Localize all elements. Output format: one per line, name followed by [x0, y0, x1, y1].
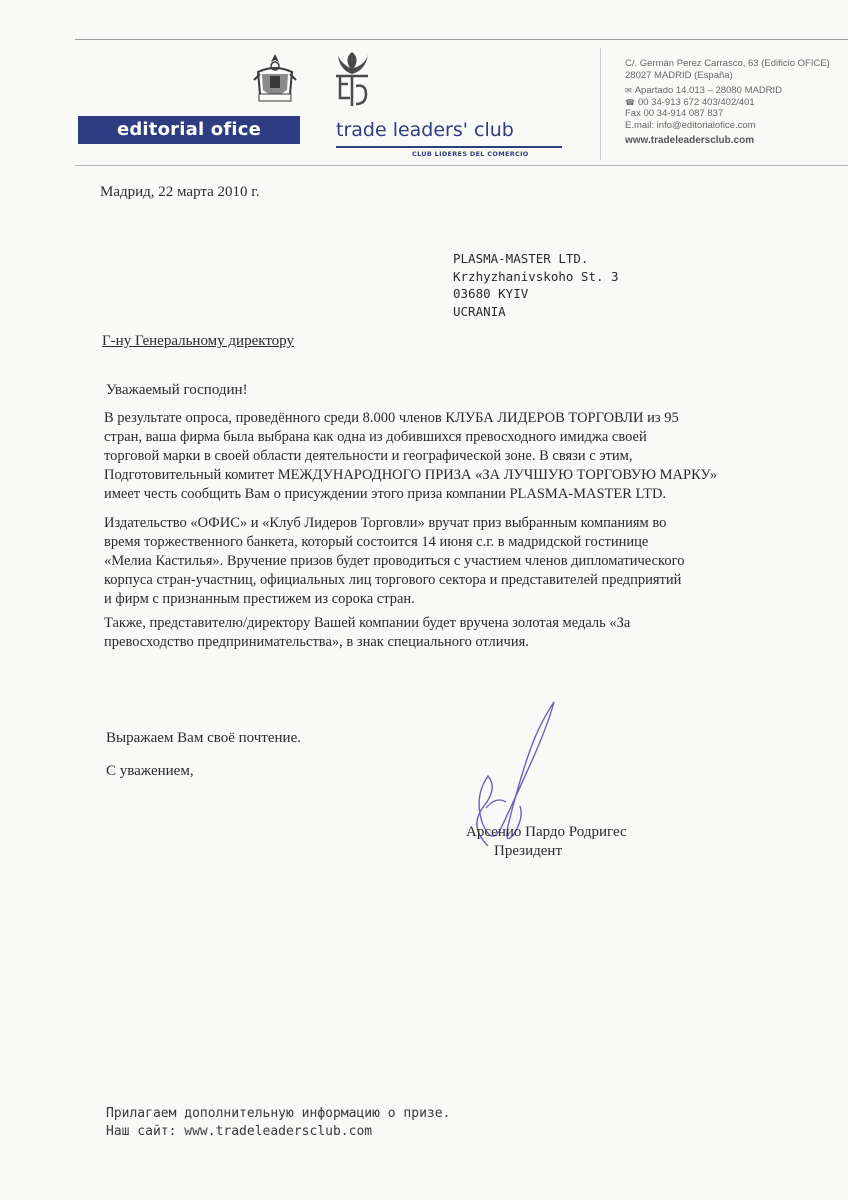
address-line-1: C/. Germán Perez Carrasco, 63 (Edificio OFICE)	[625, 58, 830, 69]
phone-row	[625, 97, 830, 109]
tlc-underline	[336, 146, 562, 148]
mailbox-icon: ✉	[625, 86, 632, 96]
contact-block	[625, 58, 830, 146]
paragraph-1	[104, 409, 717, 504]
paragraph-2	[104, 514, 684, 609]
paragraph-line: превосходство предпринимательства», в знак специального отличия.	[104, 634, 529, 650]
salutation: Уважаемый господин!	[106, 382, 248, 398]
paragraph-line: имеет честь сообщить Вам о присуждении этого приза компании PLASMA-MASTER LTD.	[104, 486, 667, 502]
closing-regards: С уважением,	[106, 763, 194, 779]
footer-line: Наш сайт: www.tradeleadersclub.com	[106, 1124, 373, 1139]
phone-icon: ☎	[625, 97, 635, 107]
paragraph-line: «Мелиа Кастилья». Вручение призов будет проводиться с участием членов дипломатического	[104, 553, 685, 569]
phone: 00 34-913 672 403/402/401	[637, 96, 755, 108]
paragraph-line: торговой марки в своей области деятельности и географической зоне. В связи с этим,	[104, 448, 633, 464]
paragraph-line: Также, представителю/директору Вашей компании будет вручена золотая медаль «За	[104, 615, 631, 631]
footer-line: Прилагаем дополнительную информацию о призе.	[106, 1106, 451, 1121]
po-box-row	[625, 85, 830, 97]
paragraph-line: и фирм с признанным престижем из сорока стран.	[104, 591, 415, 607]
paragraph-line: корпуса стран-участниц, официальных лиц торгового сектора и представителей предприятий	[104, 572, 682, 588]
paragraph-line: стран, ваша фирма была выбрана как одна из добившихся превосходного имиджа своей	[104, 429, 647, 445]
recipient-line: UCRANIA	[453, 303, 506, 319]
fax: Fax 00 34-914 087 837	[625, 108, 724, 120]
letterhead-divider	[600, 48, 601, 160]
paragraph-line: Подготовительный комитет МЕЖДУНАРОДНОГО ПРИЗА «ЗА ЛУЧШУЮ ТОРГОВУЮ МАРКУ»	[104, 467, 718, 483]
tlc-subbrand: CLUB LIDERES DEL COMERCIO	[412, 150, 529, 158]
paragraph-line: В результате опроса, проведённого среди 8.000 членов КЛУБА ЛИДЕРОВ ТОРГОВЛИ из 95	[104, 410, 679, 426]
signer-title: Президент	[494, 843, 562, 859]
tlc-logo-icon	[332, 50, 372, 112]
letter-date: Мадрид, 22 марта 2010 г.	[100, 184, 260, 200]
recipient-line: Krzhyzhanivskoho St. 3	[453, 268, 619, 284]
paragraph-line: время торжественного банкета, который состоится 14 июня с.г. в мадридской гостинице	[104, 534, 649, 550]
website: www.tradeleadersclub.com	[625, 134, 755, 146]
recipient-address	[453, 250, 619, 320]
paragraph-line: Издательство «ОФИС» и «Клуб Лидеров Торговли» вручат приз выбранным компаниям во	[104, 515, 667, 531]
signer-name: Арсенио Пардо Родригес	[466, 824, 627, 840]
address-line-2: 28027 MADRID (España)	[625, 69, 733, 81]
closing-respect: Выражаем Вам своё почтение.	[106, 730, 301, 746]
editorial-ofice-brand: editorial ofice	[78, 116, 300, 144]
crest-icon	[250, 50, 300, 110]
email: E.mail: info@editorialofice.com	[625, 119, 756, 131]
recipient-line: 03680 KYIV	[453, 286, 529, 301]
recipient-line: PLASMA-MASTER LTD.	[453, 251, 589, 266]
addressee: Г-ну Генеральному директору	[102, 333, 294, 349]
letterhead-top-rule	[75, 39, 848, 40]
footer-note	[106, 1105, 450, 1141]
letterhead-bottom-rule	[75, 165, 848, 166]
po-box: Apartado 14.013 – 28080 MADRID	[634, 85, 783, 97]
trade-leaders-club-brand: trade leaders' club	[336, 119, 514, 141]
paragraph-3	[104, 614, 630, 652]
